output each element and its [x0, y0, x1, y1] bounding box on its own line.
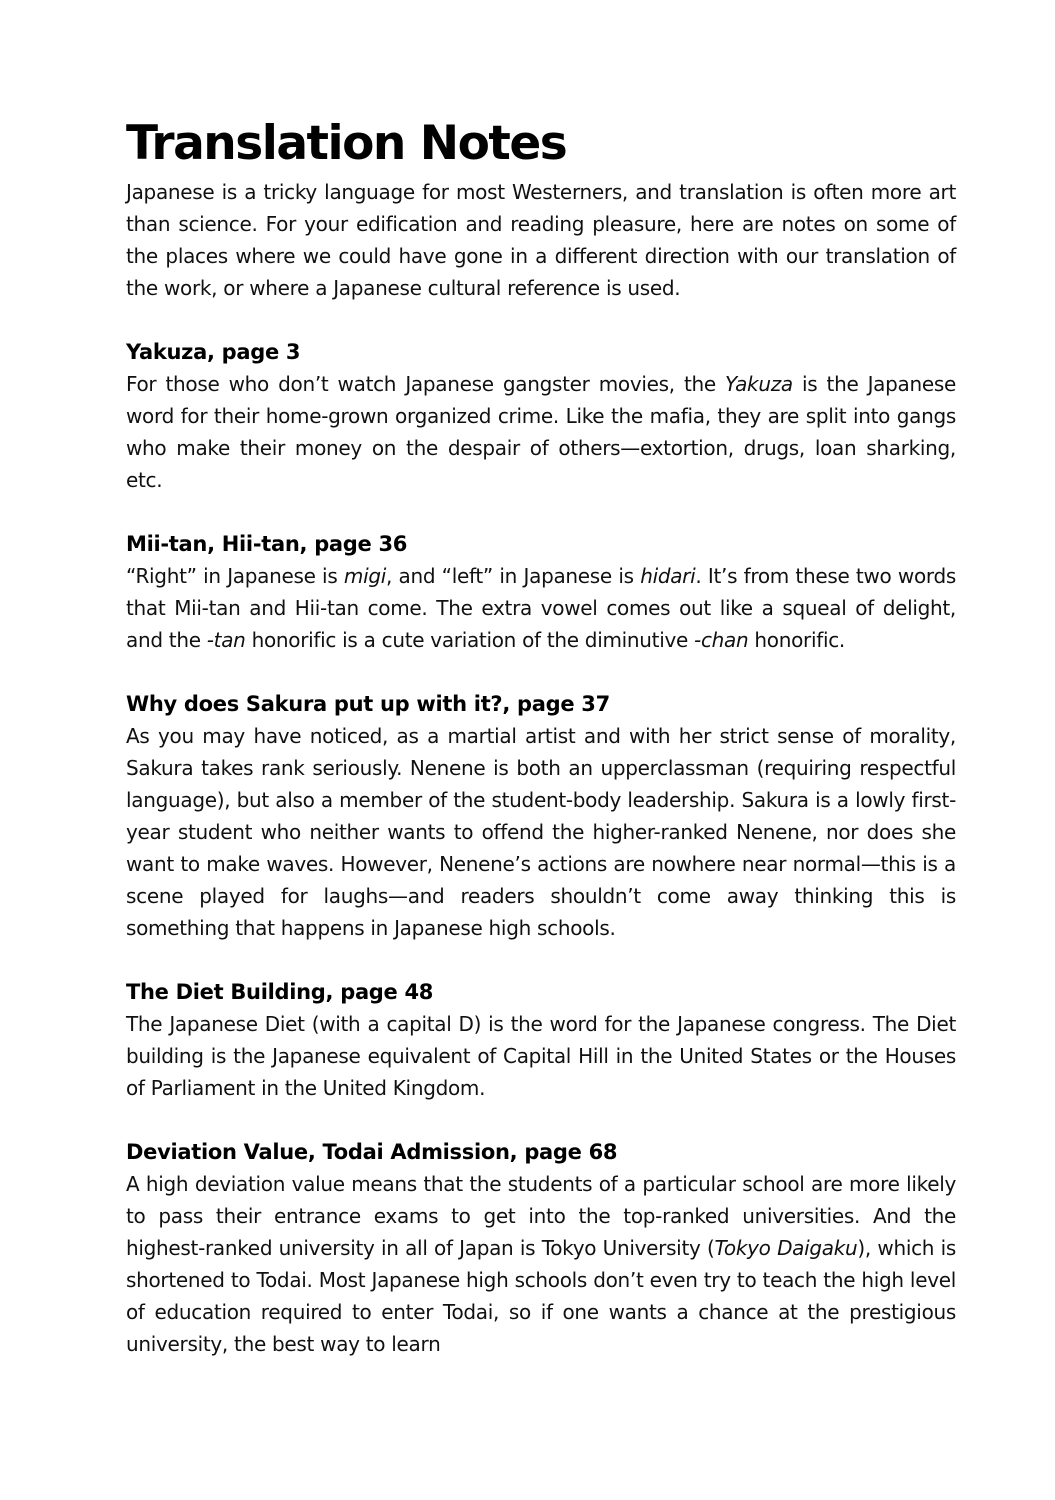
note-heading: Why does Sakura put up with it?, page 37: [126, 692, 610, 716]
note-heading: Mii-tan, Hii-tan, page 36: [126, 532, 408, 556]
italic-term: -chan: [694, 628, 749, 652]
page-title: Translation Notes: [126, 116, 567, 171]
text-run: As you may have noticed, as a martial artist and with her strict sense of morality, Sakura takes rank seriously. Nenene is both an upperclassman (requiring respectful language), but also a member of the student-body leadership. Sakura is a lowly first-year student who neither wants to offend the higher-ranked Nenene, nor does she want to make waves. However, Nenene’s actions are nowhere near normal—this is a scene played for laughs—and readers shouldn’t come away thinking this is something that happens in Japanese high schools.: [126, 724, 956, 940]
note-heading: The Diet Building, page 48: [126, 980, 434, 1004]
note-body: [126, 1168, 956, 1360]
note-body: [126, 720, 956, 944]
note-deviation-value: [126, 1136, 956, 1360]
text-run: is the Japanese word for their home-grown organized crime. Like the mafia, they are split into gangs who make their money on the despair of others—extortion, drugs, loan sharking, etc.: [126, 372, 956, 492]
italic-term: hidari: [640, 564, 696, 588]
text-run: . It’s from these two words that Mii-tan and Hii-tan come. The extra vowel comes out like a squeal of delight, and the: [126, 564, 956, 652]
text-run: The Japanese Diet (with a capital D) is the word for the Japanese congress. The Diet building is the Japanese equivalent of Capital Hill in the United States or the Houses of Parliament in the United Kingdom.: [126, 1012, 956, 1100]
note-heading: Yakuza, page 3: [126, 340, 301, 364]
italic-term: migi: [343, 564, 386, 588]
text-run: honorific.: [748, 628, 845, 652]
text-run: A high deviation value means that the students of a particular school are more likely to pass their entrance exams to get into the top-ranked universities. And the highest-ranked university in all of Japan is Tokyo University (: [126, 1172, 956, 1260]
italic-term: Yakuza: [725, 372, 793, 396]
text-run: “Right” in Japanese is: [126, 564, 344, 588]
text-run: honorific is a cute variation of the diminutive: [245, 628, 695, 652]
note-mii-tan-hii-tan: [126, 528, 956, 656]
translation-notes-page: [126, 112, 956, 1360]
note-body: [126, 1008, 956, 1104]
note-yakuza: [126, 336, 956, 496]
intro-paragraph: Japanese is a tricky language for most Westerners, and translation is often more art than science. For your edification and reading pleasure, here are notes on some of the places where we could have gone in a different direction with our translation of the work, or where a Japanese cultural reference is used.: [126, 180, 956, 300]
note-body: [126, 368, 956, 496]
text-run: ), which is shortened to Todai. Most Japanese high schools don’t even try to teach the high level of education required to enter Todai, so if one wants a chance at the prestigious university, the best way to learn: [126, 1236, 956, 1356]
note-diet-building: [126, 976, 956, 1104]
text-run: For those who don’t watch Japanese gangster movies, the: [126, 372, 726, 396]
note-body: [126, 560, 956, 656]
italic-term: -tan: [206, 628, 246, 652]
text-run: , and “left” in Japanese is: [385, 564, 641, 588]
note-sakura: [126, 688, 956, 944]
italic-term: Tokyo Daigaku: [714, 1236, 858, 1260]
note-heading: Deviation Value, Todai Admission, page 68: [126, 1140, 618, 1164]
